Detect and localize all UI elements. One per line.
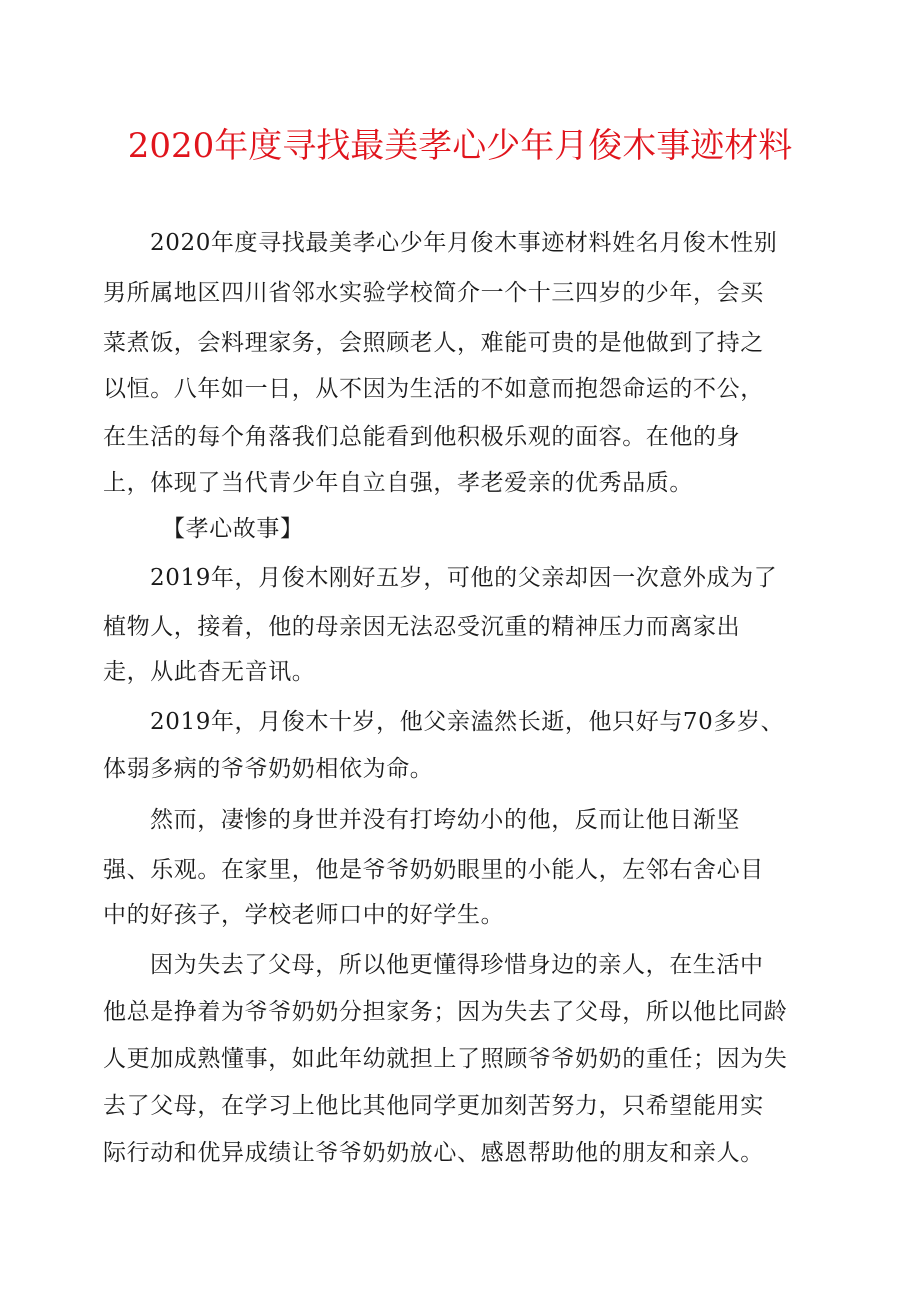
paragraph-line: 中的好孩子，学校老师口中的好学生。: [103, 902, 505, 928]
paragraph-line: 以恒。八年如一日，从不因为生活的不如意而抱怨命运的不公，: [103, 376, 764, 402]
paragraph-line: 植物人，接着，他的母亲因无法忍受沉重的精神压力而离家出: [103, 614, 741, 640]
paragraph-line: 走，从此杳无音讯。: [103, 659, 316, 685]
paragraph-line: 际行动和优异成绩让爷爷奶奶放心、感恩帮助他的朋友和亲人。: [103, 1140, 764, 1166]
paragraph-line: 人更加成熟懂事，如此年幼就担上了照顾爷爷奶奶的重任；因为失: [103, 1046, 788, 1072]
paragraph-line: 2019年，月俊木十岁，他父亲溘然长逝，他只好与70多岁、: [150, 709, 785, 735]
paragraph-line: 2020年度寻找最美孝心少年月俊木事迹材料姓名月俊木性别: [150, 230, 778, 256]
paragraph-line: 去了父母，在学习上他比其他同学更加刻苦努力，只希望能用实: [103, 1093, 764, 1119]
paragraph-line: 体弱多病的爷爷奶奶相依为命。: [103, 756, 434, 782]
document-title: 2020年度寻找最美孝心少年月俊木事迹材料: [127, 126, 793, 166]
paragraph-line: 因为失去了父母，所以他更懂得珍惜身边的亲人，在生活中: [150, 952, 764, 978]
paragraph-line: 男所属地区四川省邻水实验学校简介一个十三四岁的少年，会买: [103, 280, 764, 306]
paragraph-line: 菜煮饭，会料理家务，会照顾老人，难能可贵的是他做到了持之: [103, 330, 764, 356]
paragraph-line: 强、乐观。在家里，他是爷爷奶奶眼里的小能人，左邻右舍心目: [103, 857, 764, 883]
section-heading: 【孝心故事】: [162, 516, 304, 542]
paragraph-line: 在生活的每个角落我们总能看到他积极乐观的面容。在他的身: [103, 424, 741, 450]
paragraph-line: 然而，凄惨的身世并没有打垮幼小的他，反而让他日渐坚: [150, 807, 740, 833]
paragraph-line: 上，体现了当代青少年自立自强，孝老爱亲的优秀品质。: [103, 470, 693, 496]
paragraph-line: 他总是挣着为爷爷奶奶分担家务；因为失去了父母，所以他比同龄: [103, 999, 788, 1025]
paragraph-line: 2019年，月俊木刚好五岁，可他的父亲却因一次意外成为了: [150, 565, 778, 591]
